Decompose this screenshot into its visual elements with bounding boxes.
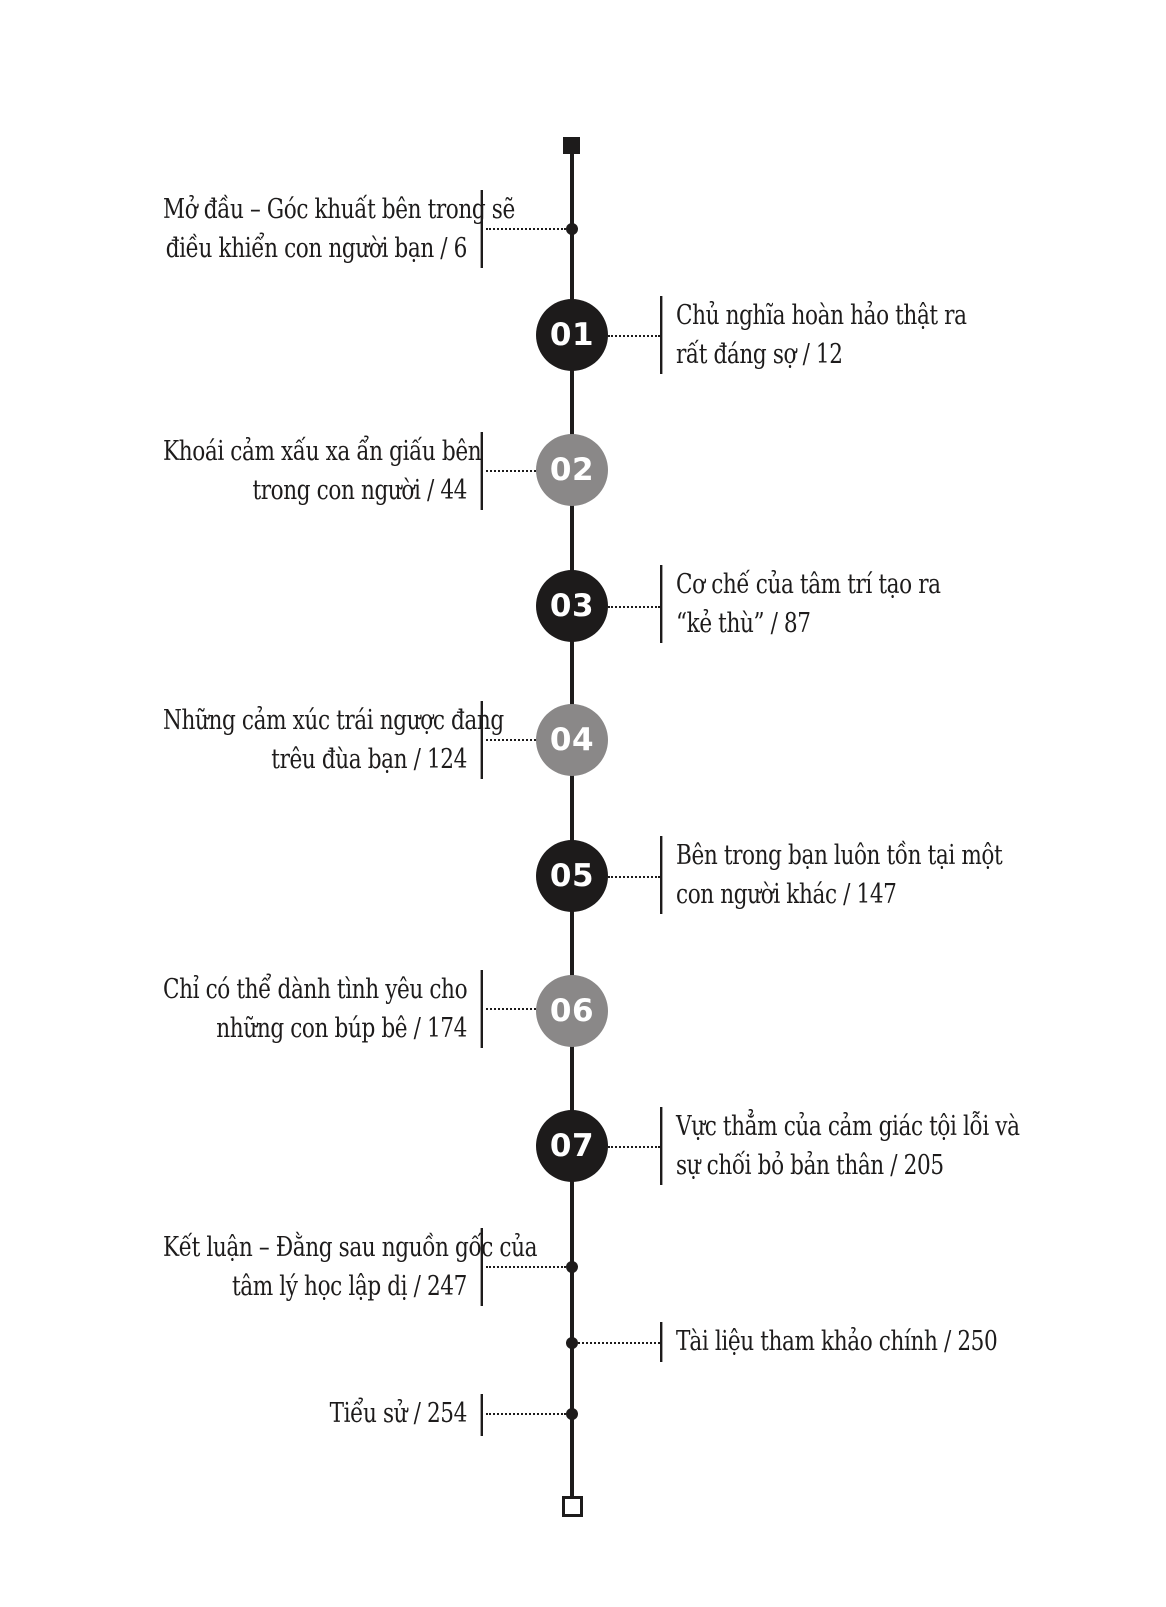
toc-entry-line: Tiểu sử / 254 [329,1398,467,1429]
toc-entry-line: điều khiển con người bạn / 6 [165,233,468,264]
chapter-badge-02 [536,434,608,506]
chapter-badge-01 [536,299,608,371]
toc-entry-line: Kết luận – Đằng sau nguồn gốc của [163,1232,538,1263]
leader-line [608,335,660,337]
leader-line [486,470,536,472]
timeline-end-square-icon [562,1496,583,1517]
timeline-node-dot [566,1337,578,1349]
toc-entry-line: sự chối bỏ bản thân / 205 [676,1150,944,1181]
toc-entry-line: trêu đùa bạn / 124 [271,744,467,775]
chapter-badge-06 [536,975,608,1047]
toc-entry-line: Chỉ có thể dành tình yêu cho [163,974,468,1005]
toc-entry-chapter-03[interactable] [660,565,1004,643]
chapter-number: 04 [549,722,595,758]
toc-entry-line: Chủ nghĩa hoàn hảo thật ra [676,300,967,331]
toc-entry-references[interactable] [660,1322,1004,1362]
timeline-start-square-icon [563,137,580,154]
toc-entry-intro[interactable] [163,190,515,268]
chapter-number: 05 [549,858,595,894]
leader-line [608,1146,660,1148]
chapter-badge-07 [536,1110,608,1182]
leader-line [486,1266,566,1268]
toc-entry-line: tâm lý học lập dị / 247 [231,1271,467,1302]
toc-entry-line: Những cảm xúc trái ngược đang [163,705,504,736]
chapter-number: 03 [549,588,595,624]
toc-entry-chapter-05[interactable] [660,836,1004,914]
leader-line [486,739,536,741]
toc-entry-chapter-01[interactable] [660,296,1004,374]
toc-entry-line: Khoái cảm xấu xa ẩn giấu bên [163,436,482,467]
toc-entry-conclusion[interactable] [163,1228,538,1306]
toc-entry-line: Tài liệu tham khảo chính / 250 [676,1326,998,1357]
toc-entry-line: Mở đầu – Góc khuất bên trong sẽ [163,194,515,225]
toc-entry-line: con người khác / 147 [676,879,897,910]
chapter-number: 01 [549,317,595,353]
chapter-number: 02 [549,452,595,488]
leader-line [486,1008,536,1010]
toc-entry-line: Vực thẳm của cảm giác tội lỗi và [676,1111,1020,1142]
timeline-node-dot [566,1408,578,1420]
leader-line [486,228,566,230]
toc-entry-chapter-02[interactable] [163,432,483,510]
leader-line [578,1342,660,1344]
toc-entry-chapter-06[interactable] [163,970,483,1048]
timeline-node-dot [566,1261,578,1273]
chapter-badge-04 [536,704,608,776]
leader-line [608,876,660,878]
toc-entry-line: trong con người / 44 [252,475,467,506]
leader-line [486,1413,566,1415]
toc-entry-line: Bên trong bạn luôn tồn tại một [676,840,1003,871]
chapter-badge-05 [536,840,608,912]
chapter-badge-03 [536,570,608,642]
timeline-node-dot [566,223,578,235]
toc-entry-line: Cơ chế của tâm trí tạo ra [676,569,941,600]
toc-entry-line: những con búp bê / 174 [216,1013,467,1044]
leader-line [608,606,660,608]
toc-entry-biography[interactable] [163,1394,483,1436]
toc-entry-line: “kẻ thù” / 87 [676,608,811,639]
chapter-number: 06 [549,993,595,1029]
toc-entry-chapter-04[interactable] [163,701,504,779]
toc-entry-chapter-07[interactable] [660,1107,1020,1185]
toc-entry-line: rất đáng sợ / 12 [676,339,843,370]
chapter-number: 07 [549,1128,595,1164]
